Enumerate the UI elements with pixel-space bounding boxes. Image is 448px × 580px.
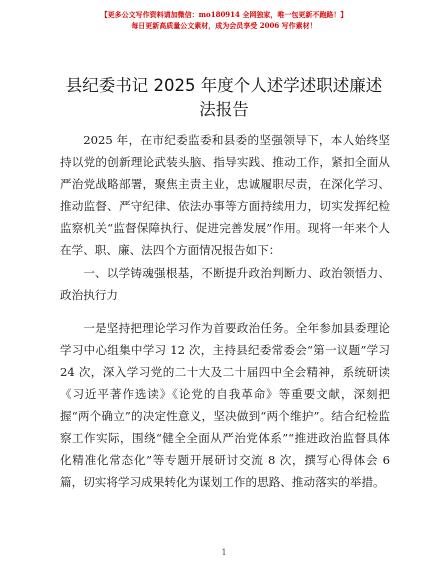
promo-banner-line-1: 【更多公文写作资料请加微信：mo180914 全网独家，唯一包更新不跑路！】 [100, 10, 348, 19]
document-body [60, 129, 390, 494]
section-heading-1: 一、以学铸魂强根基，不断提升政治判断力、政治领悟力、政治执行力 [60, 265, 390, 302]
body-paragraph: 一是坚持把理论学习作为首要政治任务。全年参加县委理论学习中心组集中学习 12 次，主持县纪委常委会“第一议题”学习 24 次，深入学习党的二十大及二十届四中全会精神，系统研读《习近平著作选读》《论党的自我革命》等重要文献，深刻把握“两个确立”的决定性意义，坚决做到“两个维护”。结合纪检监察工作实际，围绕“健全全面从严治党体系”“推进政治监督具体化精准化常态化”等专题开展研讨交流 8 次，撰写心得体会 6 篇，切实将学习成果转化为谋划工作的思路、推动落实的举措。 [60, 320, 390, 490]
promo-banner-line-2: 每日更新高质量公文素材，成为会员享受 2006 写作素材！ [131, 21, 317, 30]
intro-paragraph: 2025 年，在市纪委监委和县委的坚强领导下，本人始终坚持以党的创新理论武装头脑、指导实践、推动工作，紧扣全面从严治党战略部署，聚焦主责主业，忠诚履职尽责，在深化学习、推动监督、严守纪律、依法办事等方面持续用力，切实发挥纪检监察机关“监督保障执行、促进完善发展”作用。现将一年来个人在学、职、廉、法四个方面情况报告如下： [60, 133, 390, 258]
page-number: 1 [221, 548, 227, 557]
document-title: 县纪委书记 2025 年度个人述学述职述廉述法报告 [65, 76, 383, 119]
